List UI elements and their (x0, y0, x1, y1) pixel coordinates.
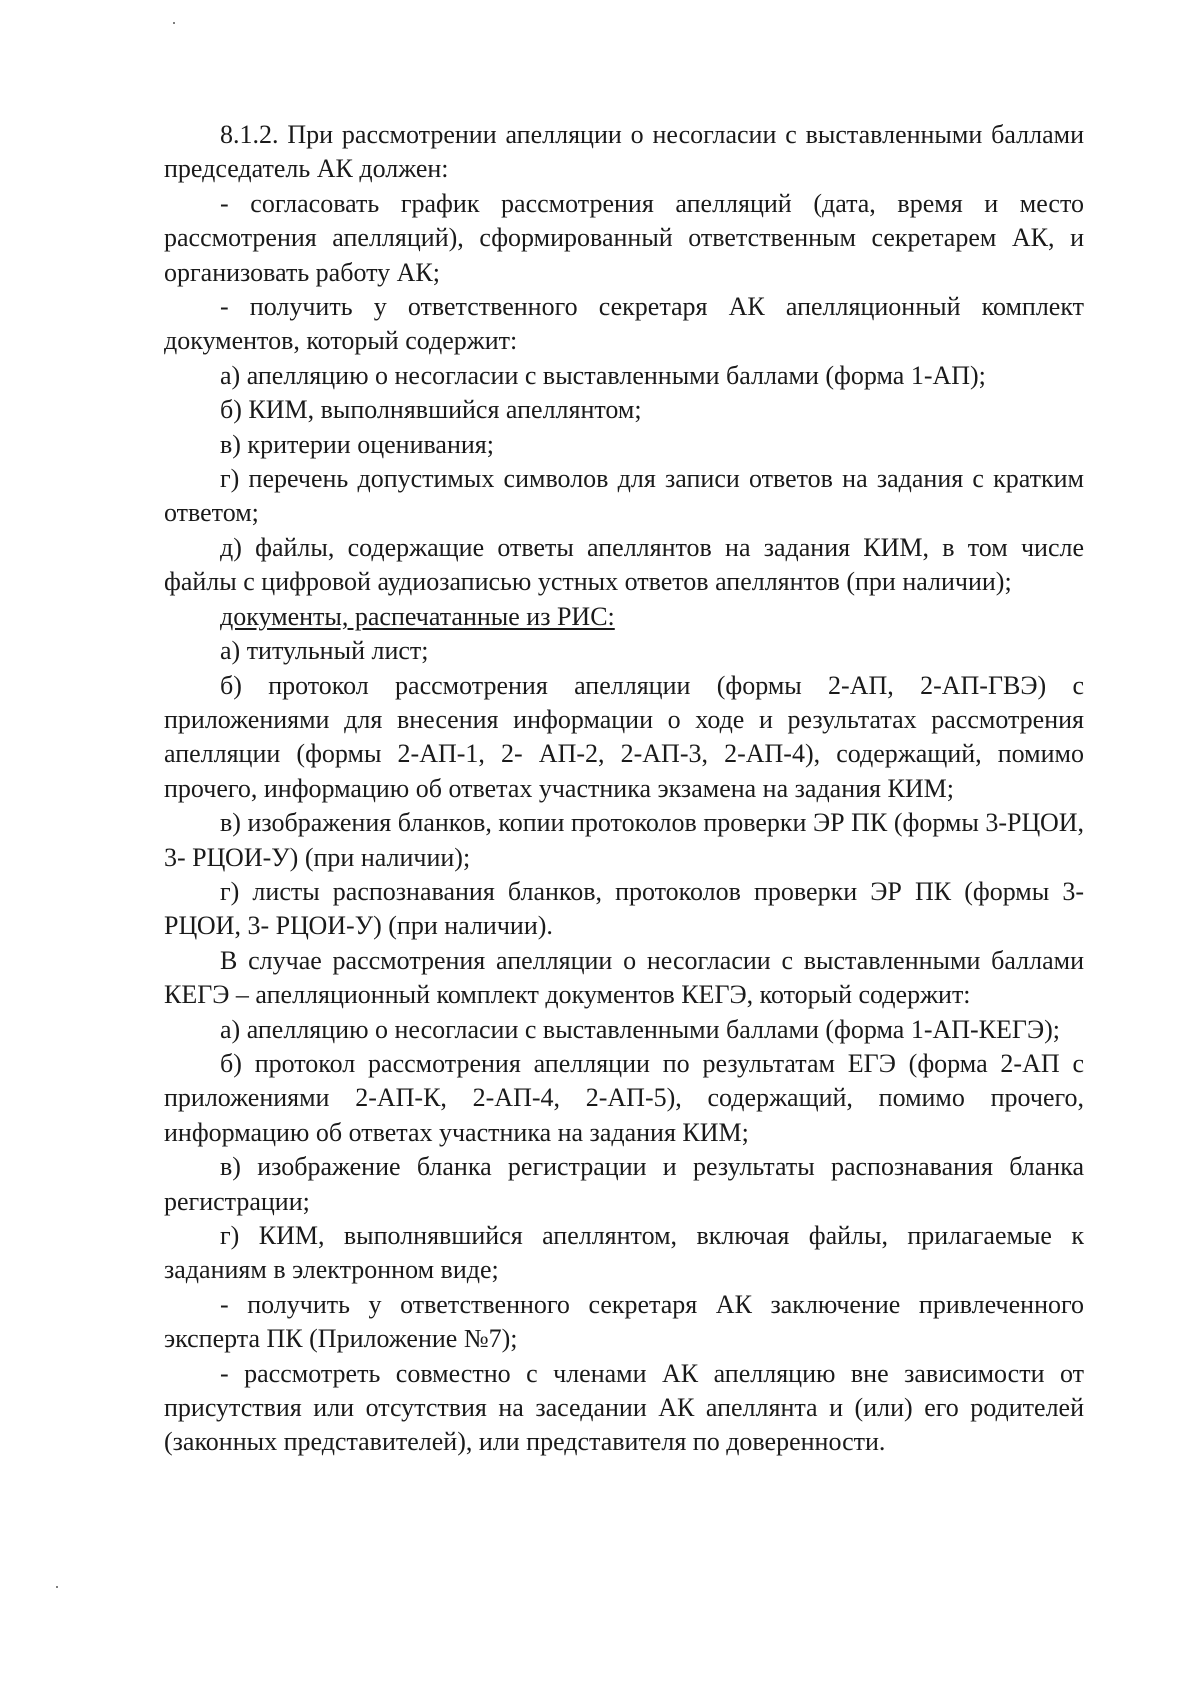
list-item-v: в) критерии оценивания; (220, 429, 494, 459)
list-item-g: г) перечень допустимых символов для записи ответов на задания с кратким ответом; (164, 464, 1084, 528)
paragraph-8-1-2: 8.1.2. При рассмотрении апелляции о несогласии с выставленными баллами председатель АК должен: (164, 120, 1084, 184)
ris-documents-heading (164, 600, 1084, 634)
ris-item-b: б) протокол рассмотрения апелляции (формы 2-АП, 2-АП-ГВЭ) с приложениями для внесения информации о ходе и результатах рассмотрения апелляции (формы 2-АП-1, 2- АП-2, 2-АП-3, 2-АП-4), содержащий, помимо прочего, информацию об ответах участника экзамена на задания КИМ; (164, 670, 1084, 803)
paragraph-agree-schedule: - согласовать график рассмотрения апелляций (дата, время и место рассмотрения апелляций), сформированный ответственным секретарем АК, и организовать работу АК; (164, 188, 1084, 287)
document-body (164, 118, 1084, 1460)
ris-item-v: в) изображения бланков, копии протоколов проверки ЭР ПК (формы 3-РЦОИ, 3- РЦОИ-У) (при наличии); (164, 808, 1084, 872)
kege-item-b: б) протокол рассмотрения апелляции по результатам ЕГЭ (форма 2-АП с приложениями 2-АП-К, 2-АП-4, 2-АП-5), содержащий, помимо прочего, информацию об ответах участника на задания КИМ; (164, 1048, 1084, 1147)
list-item-a: а) апелляцию о несогласии с выставленными баллами (форма 1-АП); (220, 360, 986, 390)
ris-documents-heading-text: документы, распечатанные из РИС: (220, 601, 615, 631)
scan-speck (56, 1586, 58, 1588)
paragraph-review-appeal: - рассмотреть совместно с членами АК апелляцию вне зависимости от присутствия или отсутствия на заседании АК апеллянта и (или) его родителей (законных представителей), или представителя по доверенности. (164, 1358, 1084, 1457)
list-item-b: б) КИМ, выполнявшийся апеллянтом; (220, 395, 642, 425)
paragraph-expert-conclusion: - получить у ответственного секретаря АК заключение привлеченного эксперта ПК (Приложение №7); (164, 1289, 1084, 1354)
kege-item-g: г) КИМ, выполнявшийся апеллянтом, включая файлы, прилагаемые к заданиям в электронном виде; (164, 1221, 1084, 1285)
scan-speck (173, 22, 175, 24)
ris-item-g: г) листы распознавания бланков, протоколов проверки ЭР ПК (формы 3-РЦОИ, 3- РЦОИ-У) (при наличии). (164, 876, 1084, 941)
list-item-d: д) файлы, содержащие ответы апеллянтов на задания КИМ, в том числе файлы с цифровой аудиозаписью устных ответов апеллянтов (при наличии); (164, 532, 1084, 597)
kege-item-v: в) изображение бланка регистрации и результаты распознавания бланка регистрации; (164, 1152, 1084, 1216)
kege-item-a: а) апелляцию о несогласии с выставленными баллами (форма 1-АП-КЕГЭ); (220, 1014, 1060, 1044)
ris-item-a: а) титульный лист; (220, 636, 429, 666)
paragraph-kege-case: В случае рассмотрения апелляции о несогласии с выставленными баллами КЕГЭ – апелляционный комплект документов КЕГЭ, который содержит: (164, 945, 1084, 1010)
paragraph-get-kit: - получить у ответственного секретаря АК апелляционный комплект документов, который содержит: (164, 292, 1084, 356)
